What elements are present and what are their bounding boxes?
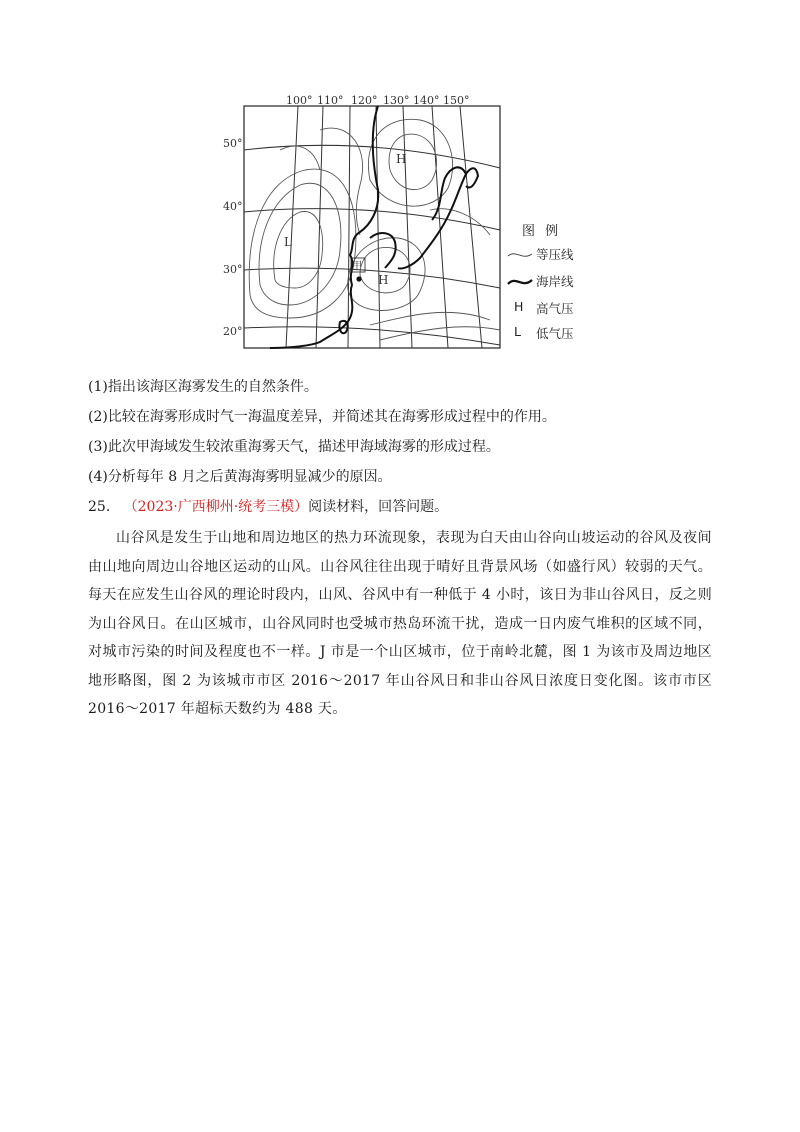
lon-label-140: 140° <box>413 94 440 107</box>
longitude-lines <box>286 106 482 348</box>
coastlines <box>270 106 478 348</box>
question-4: (4)分析每年 8 月之后黄海海雾明显减少的原因。 <box>88 469 392 485</box>
legend-high-label: 高气压 <box>536 301 574 316</box>
lat-label-20: 20° <box>223 325 243 338</box>
legend-low-symbol: L <box>514 324 521 339</box>
question-25-number: 25. <box>88 499 111 515</box>
question-3: (3)此次甲海域发生较浓重海雾天气，描述甲海域海雾的形成过程。 <box>88 439 500 455</box>
lon-label-100: 100° <box>286 94 313 107</box>
lat-label-50: 50° <box>223 137 243 150</box>
question-1: (1)指出该海区海雾发生的自然条件。 <box>88 379 318 395</box>
lon-label-110: 110° <box>317 94 344 107</box>
legend-title: 图 例 <box>522 224 562 239</box>
lon-label-150: 150° <box>443 94 470 107</box>
question-25-source: （2023·广西柳州·统考三模） <box>123 499 309 515</box>
lat-label-40: 40° <box>223 200 243 213</box>
question-25-header <box>88 497 448 517</box>
legend-low-label: 低气压 <box>536 326 574 341</box>
legend-high-symbol: H <box>514 299 524 314</box>
latitude-lines <box>244 145 500 345</box>
isobars <box>249 119 500 340</box>
isobar-map-figure <box>220 90 600 355</box>
point-jia-marker <box>356 276 361 281</box>
lon-label-120: 120° <box>351 94 378 107</box>
lat-label-30: 30° <box>223 263 243 276</box>
high-pressure-label-south: H <box>378 273 389 287</box>
question-2: (2)比较在海雾形成时气一海温度差异，并简述其在海雾形成过程中的作用。 <box>88 409 556 425</box>
question-25-material: 山谷风是发生于山地和周边地区的热力环流现象，表现为白天由山谷向山坡运动的谷风及夜间由山地向周边山谷地区运动的山风。山谷风往往出现于晴好且背景风场（如盛行风）较弱的天气。每天在应发生山谷风的理论时段内，山风、谷风中有一种低于 4 小时，该日为非山谷风日，反之则为山谷风日。在山区城市，山谷风同时也受城市热岛环流干扰，造成一日内废气堆积的区域不同，对城市污染的时间及程度也不一样。J 市是一个山区城市，位于南岭北麓，图 1 为该市及周边地区地形略图，图 2 为该城市市区 2016～2017 年山谷风日和非山谷风日浓度日变化图。该市市区 2016～2017 年超标天数约为 488 天。 <box>88 530 712 717</box>
question-25-prompt: 阅读材料，回答问题。 <box>308 499 449 515</box>
lon-label-130: 130° <box>383 94 410 107</box>
high-pressure-label-north: H <box>396 152 407 166</box>
legend-coastline-label: 海岸线 <box>536 274 574 289</box>
point-jia-label: 甲 <box>352 261 362 272</box>
legend-isobar-swatch <box>508 254 532 257</box>
legend-coastline-swatch <box>508 280 532 284</box>
low-pressure-label: L <box>284 235 292 249</box>
legend-isobar-label: 等压线 <box>536 247 574 262</box>
